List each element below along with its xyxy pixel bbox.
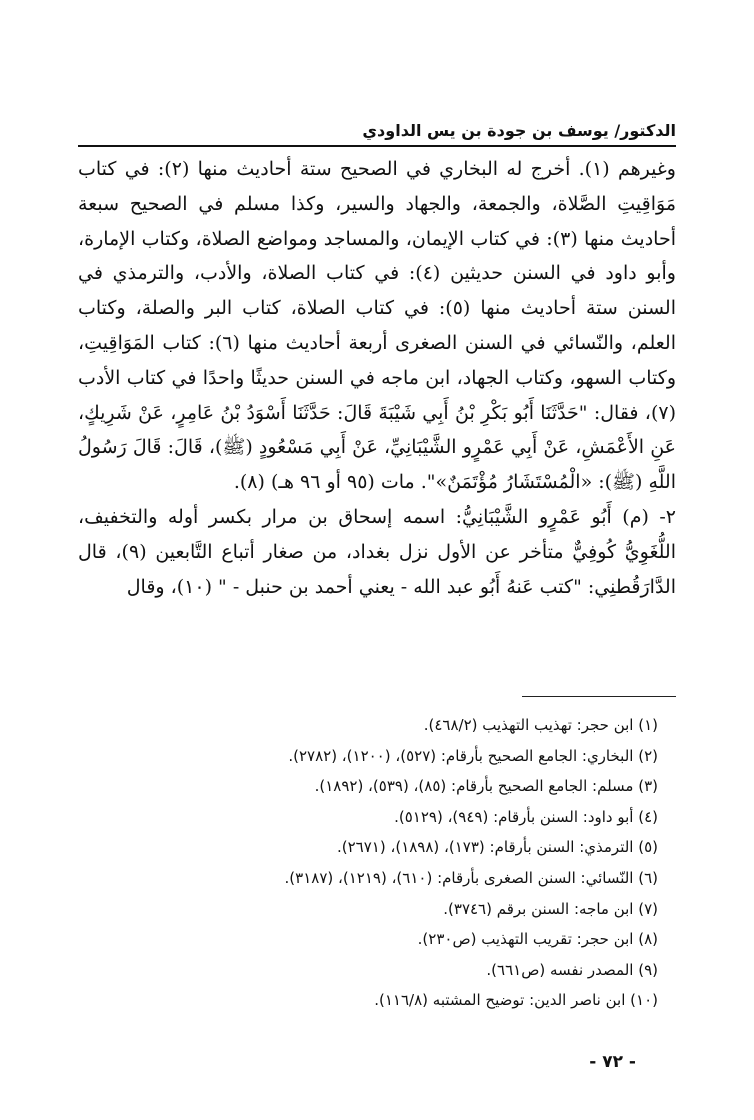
running-header <box>78 118 676 142</box>
page-number: - ٧٢ - <box>589 1052 636 1072</box>
footnote-1: (١) ابن حجر: تهذيب التهذيب (٤٦٨/٢). <box>423 716 658 734</box>
main-text <box>78 152 676 604</box>
footnote-4: (٤) أبو داود: السنن بأرقام: (٩٤٩)، (٥١٢٩). <box>394 807 658 826</box>
paragraph-narrators-1: وغيرهم (١). أخرج له البخاري في الصحيح ستة أحاديث منها (٢): في كتاب مَوَاقِيتِ الصَّلاة، والجمعة، والجهاد والسير، وكذا مسلم في الصحيح سبعة أحاديث منها (٣): في كتاب الإيمان، والمساجد ومواضع الصلاة، وكتاب الإمارة، وأبو داود في السنن حديثين (٤): في كتاب الصلاة، والأدب، والترمذي في السنن ستة أحاديث منها (٥): في كتاب الصلاة، كتاب البر والصلة، وكتاب العلم، والنّسائي في السنن الصغرى أربعة أحاديث منها (٦): كتاب المَوَاقِيتِ، وكتاب السهو، وكتاب الجهاد، ابن ماجه في السنن حديثًا واحدًا في كتاب الأدب (٧)، فقال: "حَدَّثَنَا أَبُو بَكْرِ بْنُ أَبِي شَيْبَةَ قَالَ: حَدَّثَنَا أَسْوَدُ بْنُ عَامِرٍ، عَنْ شَرِيكٍ، عَنِ الأَعْمَشِ، عَنْ أَبِي عَمْرٍو الشَّيْبَانِيِّ، عَنْ أَبِي مَسْعُودٍ (ﷺ)، قَالَ: قَالَ رَسُولُ اللَّهِ (ﷺ): «الْمُسْتَشَارُ مُؤْتَمَنٌ»". مات (٩٥ أو ٩٦ هـ) (٨). <box>78 158 676 494</box>
footnote-separator <box>522 696 676 697</box>
footnote-3: (٣) مسلم: الجامع الصحيح بأرقام: (٨٥)، (٥٣٩)، (١٨٩٢). <box>314 777 658 796</box>
footnote-6: (٦) النّسائي: السنن الصغرى بأرقام: (٦١٠)، (١٢١٩)، (٣١٨٧). <box>284 868 658 887</box>
footnote-7: (٧) ابن ماجه: السنن برقم (٣٧٤٦). <box>443 899 658 918</box>
paragraph-narrator-2: ٢- (م) أَبُو عَمْرٍو الشَّيْبَانِيُّ: اسمه إسحاق بن مرار بكسر أوله والتخفيف، اللُّغَوِيُّ كُوفِيٌّ متأخر عن الأول نزل بغداد، من صغار أتباع التَّابعين (٩)، قال الدَّارَقُطنِي: "كتب عَنهُ أَبُو عبد الله - يعني أحمد بن حنبل - " (١٠)، وقال <box>78 505 677 598</box>
footnote-2: (٢) البخاري: الجامع الصحيح بأرقام: (٥٢٧)، (١٢٠٠)، (٢٧٨٢). <box>288 746 658 765</box>
footnote-10: (١٠) ابن ناصر الدين: توضيح المشتبه (١١٦/٨). <box>374 991 658 1010</box>
footnote-8: (٨) ابن حجر: تقريب التهذيب (ص٢٣٠). <box>417 930 658 949</box>
header-rule <box>78 145 676 147</box>
header-title: الدكتور/ يوسف بن جودة بن يس الداودي <box>362 120 676 140</box>
footnote-9: (٩) المصدر نفسه (ص٦٦١). <box>486 960 658 979</box>
footnote-5: (٥) الترمذي: السنن بأرقام: (١٧٣)، (١٨٩٨)، (٢٦٧١). <box>337 838 658 857</box>
footnotes <box>120 710 658 1016</box>
